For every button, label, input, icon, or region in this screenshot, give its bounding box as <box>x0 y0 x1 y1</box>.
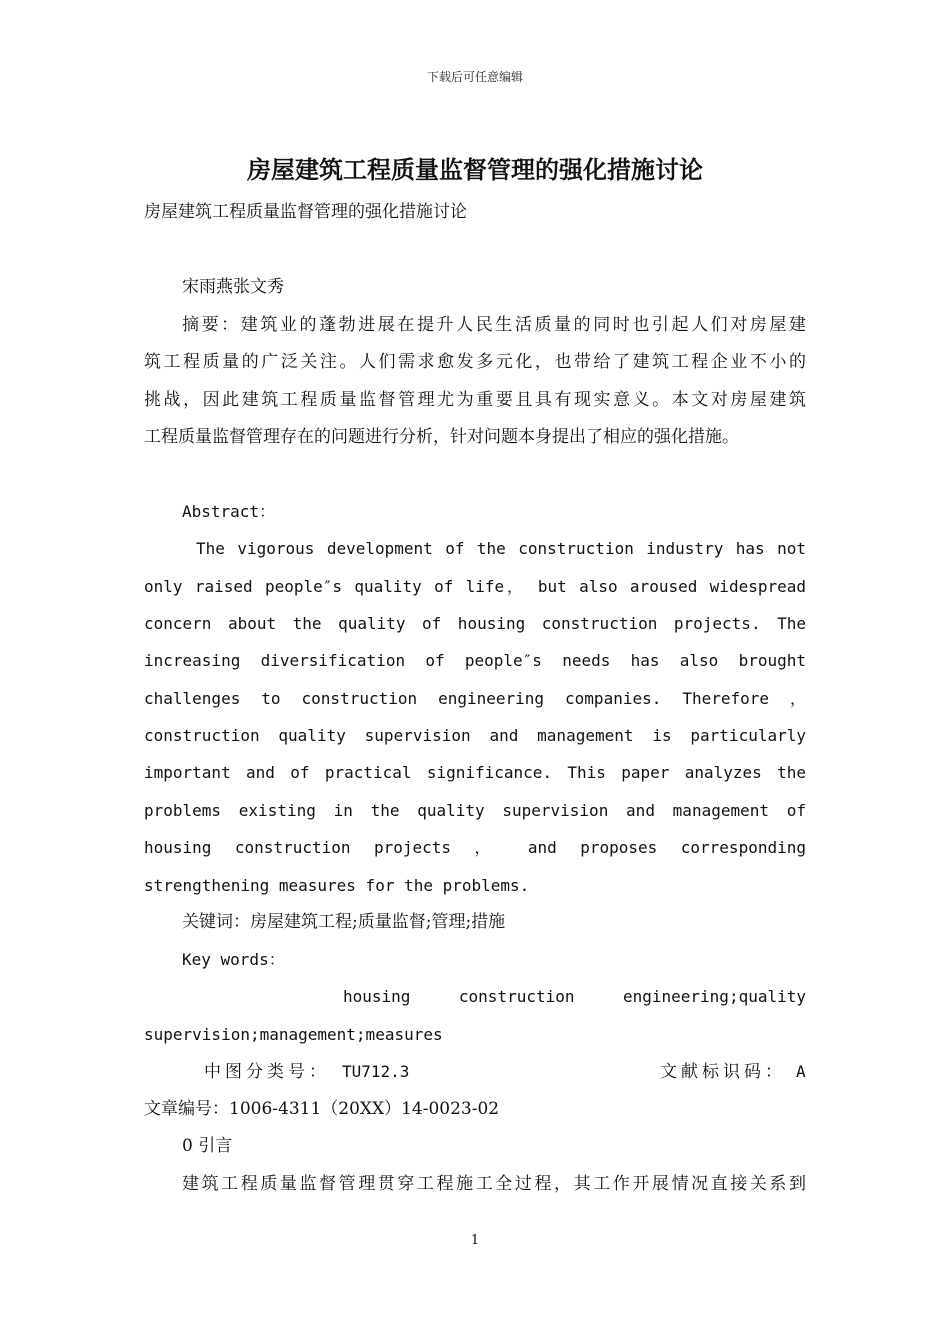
subtitle: 房屋建筑工程质量监督管理的强化措施讨论 <box>144 202 467 222</box>
abstract-cn-line: 挑战，因此建筑工程质量监督管理尤为重要且具有现实意义。本文对房屋建筑 <box>144 390 806 410</box>
intro-line: 建筑工程质量监督管理贯穿工程施工全过程，其工作开展情况直接关系到 <box>182 1174 806 1194</box>
abstract-en-line: construction quality supervision and management is particularly <box>144 726 806 745</box>
header-note: 下载后可任意编辑 <box>426 70 523 84</box>
abstract-en-line: housing construction projects ， and proposes corresponding <box>144 838 806 857</box>
abstract-en-line: only raised people″s quality of life， but also aroused widespread <box>144 577 807 596</box>
doc-code-value: A <box>796 1062 806 1081</box>
clc-label: 中图分类号： <box>204 1062 330 1082</box>
page-title: 房屋建筑工程质量监督管理的强化措施讨论 <box>247 156 703 184</box>
doc-code-label: 文献标识码： <box>660 1062 786 1082</box>
abstract-cn-line: 筑工程质量的广泛关注。人们需求愈发多元化，也带给了建筑工程企业不小的 <box>144 352 806 372</box>
section-heading: 0 引言 <box>182 1136 233 1156</box>
keywords-en-line: supervision;management;measures <box>144 1025 443 1044</box>
keywords-en-label: Key words： <box>182 950 285 969</box>
authors: 宋雨燕张文秀 <box>182 277 284 297</box>
abstract-en-line: increasing diversification of people″s needs has also brought <box>144 651 806 670</box>
abstract-cn-line: 工程质量监督管理存在的问题进行分析，针对问题本身提出了相应的强化措施。 <box>144 427 739 447</box>
abstract-en-line: concern about the quality of housing construction projects. The <box>144 614 806 633</box>
clc-value: TU712.3 <box>342 1062 410 1081</box>
keywords-cn: 关键词：房屋建筑工程;质量监督;管理;措施 <box>182 912 506 932</box>
abstract-en-line: important and of practical significance. This paper analyzes the <box>144 763 806 782</box>
keywords-en-line: housing construction engineering;quality <box>343 987 806 1006</box>
abstract-en-label: Abstract： <box>182 502 276 521</box>
abstract-en-line: The vigorous development of the construction industry has not <box>196 539 806 558</box>
abstract-en-line: challenges to construction engineering companies. Therefore ， <box>144 689 806 708</box>
article-number: 文章编号：1006-4311（20XX）14-0023-02 <box>144 1099 500 1119</box>
abstract-cn-line: 摘要：建筑业的蓬勃进展在提升人民生活质量的同时也引起人们对房屋建 <box>182 315 806 335</box>
abstract-en-line: problems existing in the quality supervision and management of <box>144 801 806 820</box>
page-number: 1 <box>470 1233 480 1248</box>
abstract-en-line: strengthening measures for the problems. <box>144 876 530 895</box>
